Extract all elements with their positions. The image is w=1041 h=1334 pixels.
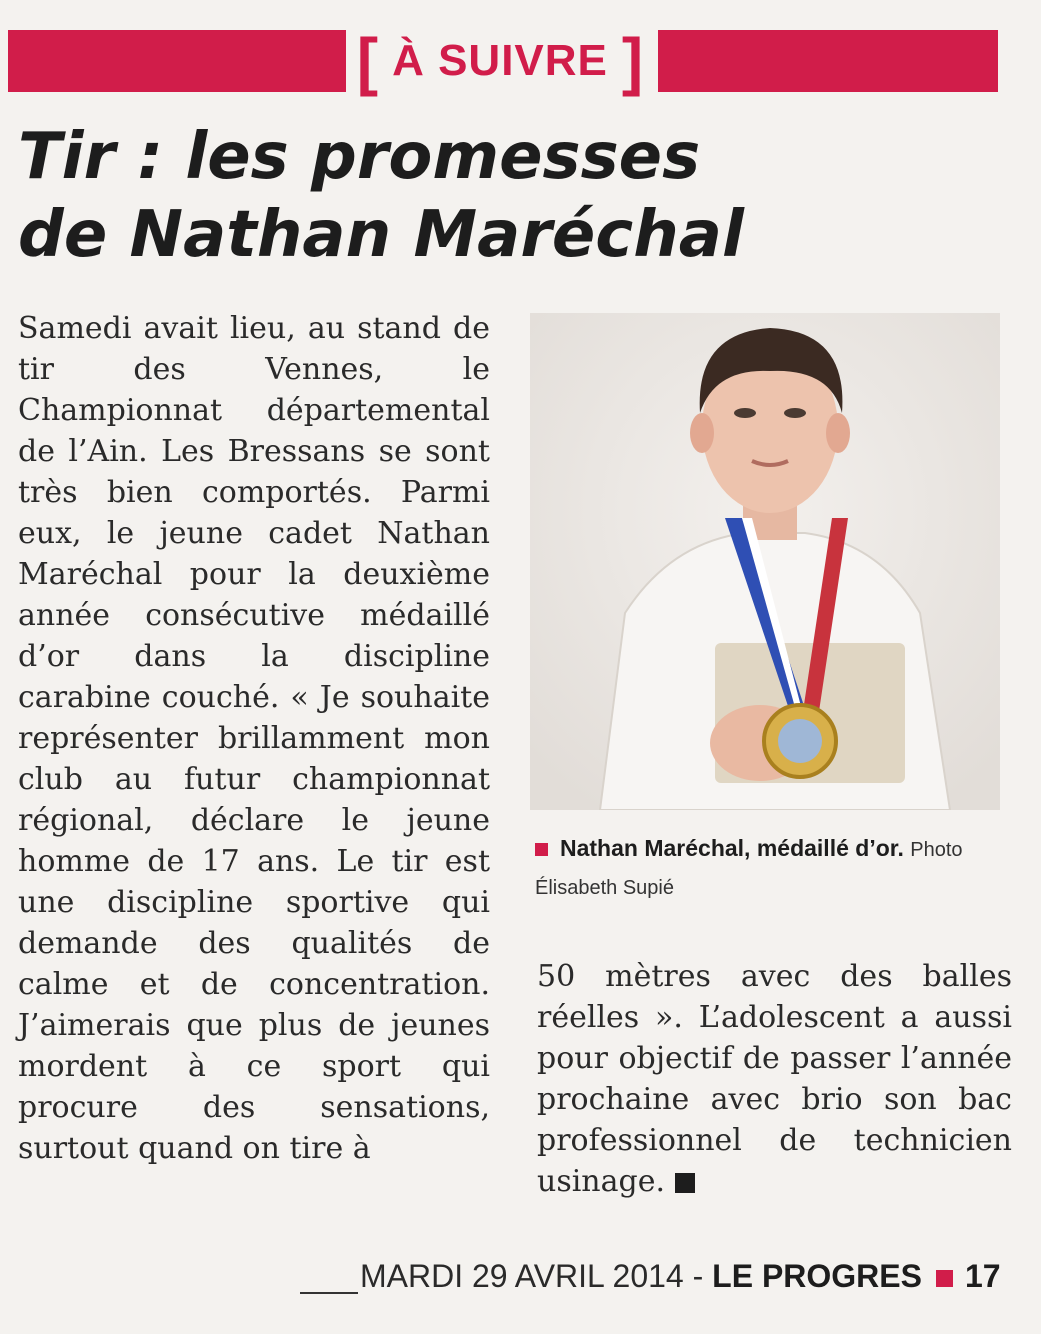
article-photo — [530, 313, 1000, 810]
footer-date: MARDI 29 AVRIL 2014 — [360, 1258, 684, 1294]
headline-line-2: de Nathan Maréchal — [18, 198, 744, 272]
kicker-label: À SUIVRE — [392, 36, 608, 85]
kicker-open-bracket: [ — [356, 25, 379, 97]
athlete-portrait-illustration — [530, 313, 1000, 810]
kicker-bar-right — [658, 30, 998, 92]
kicker-bar-left — [8, 30, 346, 92]
article-body-column-1: Samedi avait lieu, au stand de tir des Vennes, le Championnat départemental de l’Ain. Les Bressans se sont très bien comportés. Parmi eux, le jeune cadet Nathan Maréchal pour la deuxième année consécutive médaillé d’or dans la discipline carabine couché. « Je souhaite représenter brillamment mon club au futur championnat régional, déclare le jeune homme de 17 ans. Le tir est une discipline sportive qui demande des qualités de calme et de concentration. J’aimerais que plus de jeunes mordent à ce sport qui procure des sensations, surtout quand on tire à — [18, 311, 490, 1166]
headline-line-1: Tir : les promesses — [18, 120, 701, 194]
page-number: 17 — [964, 1258, 1001, 1294]
caption-text: Nathan Maréchal, médaillé d’or. — [560, 835, 904, 861]
end-of-article-square-icon — [675, 1173, 695, 1193]
newspaper-name: LE PROGRES — [712, 1258, 922, 1294]
footer-square-icon — [936, 1270, 953, 1287]
page-footer — [360, 1254, 1020, 1298]
footer-rule — [300, 1292, 358, 1294]
footer-separator: - — [692, 1258, 704, 1294]
photo-caption — [535, 830, 1005, 906]
photo-credit: Photo Élisabeth Supié — [535, 839, 963, 899]
article-headline — [18, 118, 1018, 274]
caption-bullet-icon — [535, 843, 548, 856]
column-2-text: 50 mètres avec des balles réelles ». L’adolescent a aussi pour objectif de passer l’année prochaine avec brio son bac professionnel de technicien usinage. — [537, 959, 1012, 1199]
kicker-close-bracket: ] — [621, 25, 644, 97]
section-kicker — [350, 22, 650, 100]
article-body-column-2 — [537, 956, 1012, 1216]
